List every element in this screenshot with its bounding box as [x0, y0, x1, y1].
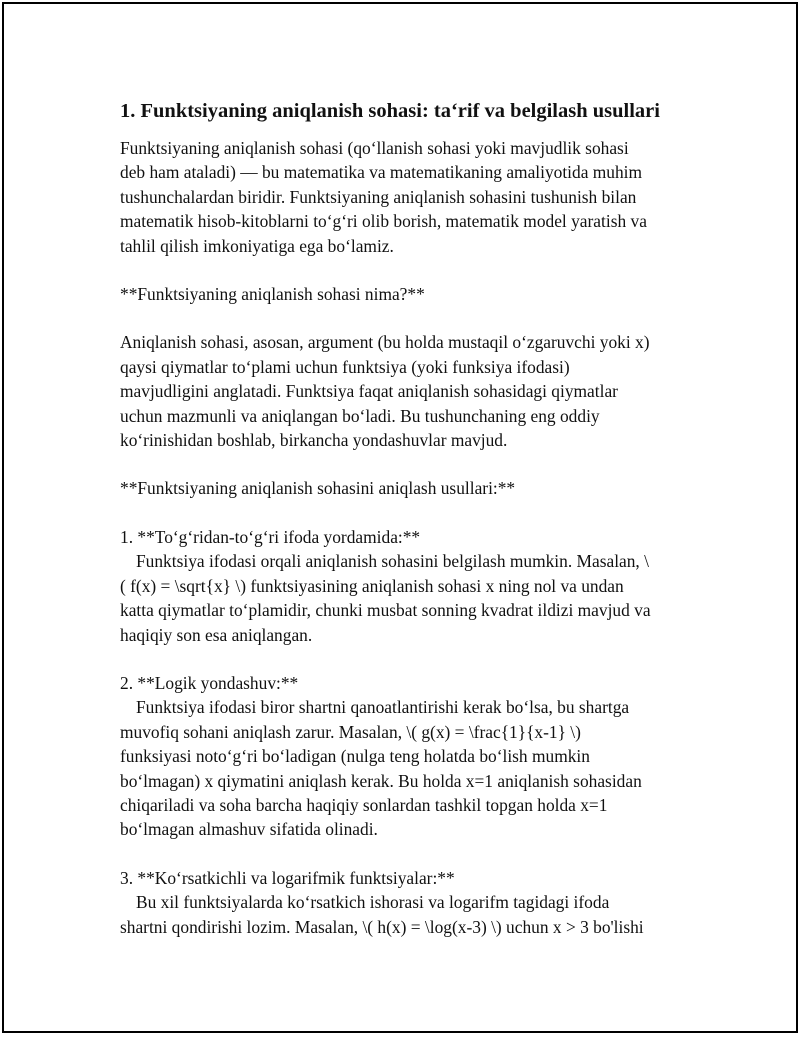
text-line: tushunchalardan biridir. Funktsiyaning aniqlanish sohasini tushunish bilan: [120, 186, 637, 207]
text-line: shartni qondirishi lozim. Masalan, \( h(x) = \log(x-3) \) uchun x > 3 bo'lishi: [120, 916, 644, 937]
document-content: [120, 96, 686, 963]
text-line: uchun mazmunli va aniqlangan bo‘ladi. Bu tushunchaning eng oddiy: [120, 405, 600, 426]
text-line: ko‘rinishidan boshlab, birkancha yondashuvlar mavjud.: [120, 430, 508, 451]
list-item-heading: 3. **Ko‘rsatkichli va logarifmik funktsiyalar:**: [120, 867, 455, 888]
text-line: mavjudligini anglatadi. Funktsiya faqat aniqlanish sohasidagi qiymatlar: [120, 381, 618, 402]
text-line: Funktsiya ifodasi orqali aniqlanish sohasini belgilash mumkin. Masalan, \: [136, 551, 649, 572]
text-line: muvofiq sohani aniqlash zarur. Masalan, \( g(x) = \frac{1}{x-1} \): [120, 721, 581, 742]
text-line: Funktsiya ifodasi biror shartni qanoatlantirishi kerak bo‘lsa, bu shartga: [136, 697, 630, 718]
list-item-2: [120, 671, 686, 842]
list-item-1: [120, 525, 686, 647]
text-line: qaysi qiymatlar to‘plami uchun funktsiya (yoki funksiya ifodasi): [120, 356, 570, 377]
text-line: ( f(x) = \sqrt{x} \) funktsiyasining aniqlanish sohasi x ning nol va undan: [120, 575, 624, 596]
definition-paragraph: [120, 330, 686, 452]
text-line: Bu xil funktsiyalarda ko‘rsatkich ishorasi va logarifm tagidagi ifoda: [136, 892, 610, 913]
text-line: bo‘lmagan) x qiymatini aniqlash kerak. Bu holda x=1 aniqlanish sohasidan: [120, 770, 642, 791]
text-line: Aniqlanish sohasi, asosan, argument (bu holda mustaqil o‘zgaruvchi yoki x): [120, 332, 650, 353]
text-line: Funktsiyaning aniqlanish sohasi (qo‘llanish sohasi yoki mavjudlik sohasi: [120, 138, 629, 158]
list-item-heading: 2. **Logik yondashuv:**: [120, 672, 299, 693]
list-item-3: [120, 866, 686, 939]
text-line: matematik hisob-kitoblarni to‘g‘ri olib borish, matematik model yaratish va: [120, 211, 647, 232]
text-line: funksiyasi noto‘g‘ri bo‘ladigan (nulga teng holatda bo‘lish mumkin: [120, 746, 590, 767]
text-line: deb ham ataladi) — bu matematika va matematikaning amaliyotida muhim: [120, 162, 643, 183]
section-title: 1. Funktsiyaning aniqlanish sohasi: ta‘rif va belgilash usullari: [120, 100, 660, 122]
text-line: bo‘lmagan almashuv sifatida olinadi.: [120, 819, 378, 840]
text-line: katta qiymatlar to‘plamidir, chunki musbat sonning kvadrat ildizi mavjud va: [120, 600, 651, 621]
text-line: chiqariladi va soha barcha haqiqiy sonlardan tashkil topgan holda x=1: [120, 794, 608, 815]
text-line: tahlil qilish imkoniyatiga ega bo‘lamiz.: [120, 235, 394, 256]
subheading-what: **Funktsiyaning aniqlanish sohasi nima?**: [120, 284, 425, 305]
subheading-methods: **Funktsiyaning aniqlanish sohasini aniqlash usullari:**: [120, 478, 516, 499]
text-line: haqiqiy son esa aniqlangan.: [120, 624, 313, 645]
document-page: [2, 2, 798, 1033]
list-item-heading: 1. **To‘g‘ridan-to‘g‘ri ifoda yordamida:**: [120, 526, 421, 547]
intro-paragraph: [120, 136, 686, 258]
